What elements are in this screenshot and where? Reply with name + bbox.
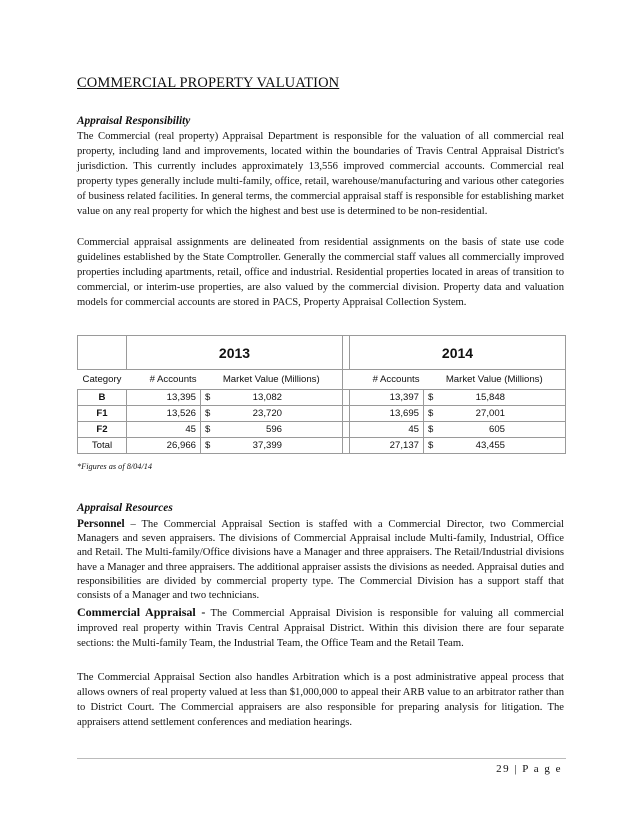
year-header-row xyxy=(78,336,566,370)
table-row: B 13,395 $ 13,082 13,397 $ 15,848 xyxy=(78,390,566,406)
year-2014-header: 2014 xyxy=(350,336,566,370)
table-footnote: *Figures as of 8/04/14 xyxy=(77,462,153,471)
col-accounts-2014: # Accounts xyxy=(350,370,424,390)
page-title: COMMERCIAL PROPERTY VALUATION xyxy=(77,75,340,91)
arbitration-paragraph: The Commercial Appraisal Section also handles Arbitration which is a post administrative appeal process that allows owners of real property valued at less than $1,000,000 to appeal their ARB value to an arbitrator rather than to District Court. The Commercial appraisers are also responsible for preparing analysis for litigation. The appraisers attend settlement conferences and mediation hearings. xyxy=(77,672,564,729)
col-accounts-2013: # Accounts xyxy=(127,370,201,390)
appraisal-resources-heading: Appraisal Resources xyxy=(77,502,173,514)
accounts-table xyxy=(77,335,566,454)
commercial-appraisal-paragraph: Commercial Appraisal - The Commercial Appraisal Division is responsible for valuing all commercial improved real property within Travis Central Appraisal District. Within this division there are four separate sections: the Multi-family Team, the Industrial Team, the Office Team and the Retail Team. xyxy=(77,605,564,650)
commercial-appraisal-label: Commercial Appraisal - xyxy=(77,605,206,619)
personnel-label: Personnel xyxy=(77,518,125,530)
table-row: F2 45 $ 596 45 $ 605 xyxy=(78,422,566,438)
appraisal-responsibility-heading: Appraisal Responsibility xyxy=(77,115,191,127)
col-category: Category xyxy=(78,370,127,390)
col-market-value-2013: Market Value (Millions) xyxy=(201,370,343,390)
table-row: F1 13,526 $ 23,720 13,695 $ 27,001 xyxy=(78,406,566,422)
table-row-total: Total 26,966 $ 37,399 27,137 $ 43,455 xyxy=(78,438,566,454)
col-market-value-2014: Market Value (Millions) xyxy=(424,370,566,390)
column-header-row xyxy=(78,370,566,390)
footer-divider xyxy=(77,758,566,759)
personnel-paragraph: Personnel – The Commercial Appraisal Section is staffed with a Commercial Director, two Commercial Managers and seven appraisers. The divisions of Commercial Appraisal include Multi-family, Industrial, Office and Retail. The Multi-family/Office divisions have a Manager and three appraisers. The Retail/Industrial divisions have a Manager and three appraisers. The additional appraiser assists the divisions as needed. Appraisal duties and responsibilities are divided by commercial property type. The Commercial Division has a support staff that consists of a Manager and two technicians. xyxy=(77,518,564,602)
responsibility-paragraph: The Commercial (real property) Appraisal Department is responsible for the valuation of all commercial real property, including land and improvements, located within the boundaries of Travis Central Appraisal District's jurisdiction. This currently includes approximately 13,556 improved commercial accounts. Commercial real property types generally include multi-family, office, retail, warehouse/manufacturing and various other categories of business related facilities. In general terms, the commercial appraisal staff is responsible for establishing market value on any real property for which the highest and best use is determined to be non-residential. xyxy=(77,131,564,218)
assignments-paragraph: Commercial appraisal assignments are delineated from residential assignments on the basis of state use code guidelines established by the State Comptroller. Generally the commercial staff values all commercially improved properties including apartments, retail, office and industrial. Residential properties located in areas of transition to commercial, or interim-use properties, are also valued by the commercial division. Property data and valuation models for commercial accounts are stored in PACS, Property Appraisal Collection System. xyxy=(77,237,564,309)
year-2013-header: 2013 xyxy=(127,336,343,370)
page-number: 29 | P a g e xyxy=(496,763,562,775)
